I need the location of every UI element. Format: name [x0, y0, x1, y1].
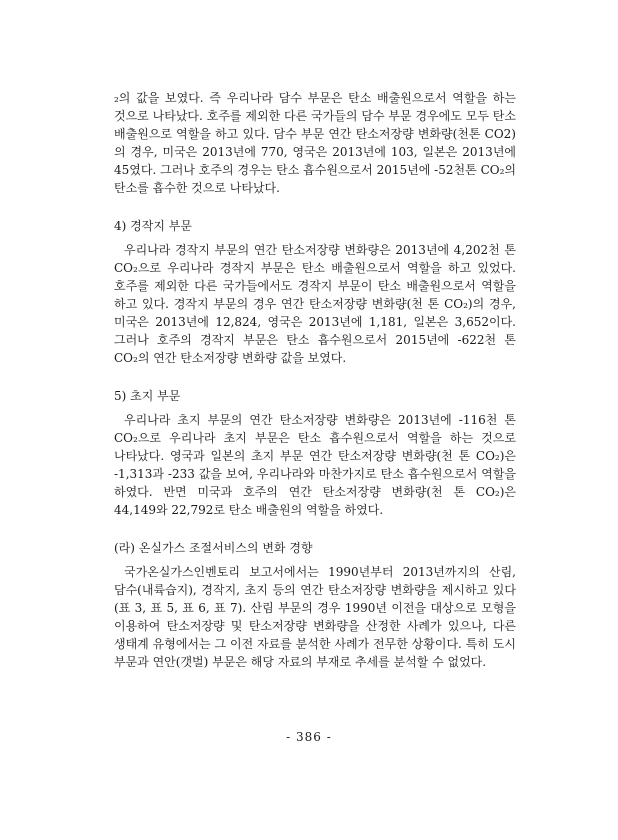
- paragraph-freshwater-continued: ₂의 값을 보였다. 즉 우리나라 담수 부문은 탄소 배출원으로서 역할을 하는 것으로 나타났다. 호주를 제외한 다른 국가들의 담수 부문 경우에도 모두 탄소 배출원으로 역할을 하고 있다. 담수 부문 연간 탄소저장량 변화량(천톤 CO2)의 경우, 미국은 2013년에 770, 영국은 2013년에 103, 일본은 2013년에 45였다. 그러나 호주의 경우는 탄소 흡수원으로서 2015년에 -52천톤 CO₂의 탄소를 흡수한 것으로 나타났다.: [114, 91, 516, 195]
- section-heading-ghg-trend: (라) 온실가스 조절서비스의 변화 경향: [114, 541, 313, 555]
- paragraph-grassland: 우리나라 초지 부문의 연간 탄소저장량 변화량은 2013년에 -116천 톤 CO₂으로 우리나라 초지 부문은 탄소 흡수원으로서 역할을 하는 것으로 나타났다. 영국과 일본의 초지 부문 연간 탄소저장량 변화량(천 톤 CO₂)은 -1,313과 -233 값을 보여, 우리나라와 마찬가지로 탄소 흡수원으로서 역할을 하였다. 반면 미국과 호주의 연간 탄소저장량 변화량(천 톤 CO₂)은 44,149와 22,792로 탄소 배출원의 역할을 하였다.: [114, 413, 516, 517]
- section-heading-grassland: 5) 초지 부문: [114, 389, 181, 403]
- paragraph-ghg-trend: 국가온실가스인벤토리 보고서에서는 1990년부터 2013년까지의 산림, 담수(내륙습지), 경작지, 초지 등의 연간 탄소저장량 변화량을 제시하고 있다(표 3, 표 5, 표 6, 표 7). 산림 부문의 경우 1990년 이전을 대상으로 모형을 이용하여 탄소저장량 및 탄소저장량 변화량을 산정한 사례가 있으나, 다른 생태계 유형에서는 그 이전 자료를 분석한 사례가 전무한 상황이다. 특히 도시 부문과 연안(갯벌) 부문은 해당 자료의 부재로 추세를 분석할 수 없었다.: [114, 565, 516, 669]
- page-content: [114, 89, 516, 671]
- section-heading-cropland: 4) 경작지 부문: [114, 219, 192, 233]
- paragraph-cropland: 우리나라 경작지 부문의 연간 탄소저장량 변화량은 2013년에 4,202천 톤 CO₂으로 우리나라 경작지 부문은 탄소 배출원으로서 역할을 하고 있었다. 호주를 제외한 다른 국가들에서도 경작지 부문이 탄소 배출원으로서 역할을 하고 있다. 경작지 부문의 경우 연간 탄소저장량 변화량(천 톤 CO₂)의 경우, 미국은 2013년에 12,824, 영국은 2013년에 1,181, 일본은 3,652이다. 그러나 호주의 경작지 부문은 탄소 흡수원으로서 2015년에 -622천 톤 CO₂의 연간 탄소저장량 변화량 값을 보였다.: [114, 243, 516, 365]
- page-number: - 386 -: [286, 730, 332, 744]
